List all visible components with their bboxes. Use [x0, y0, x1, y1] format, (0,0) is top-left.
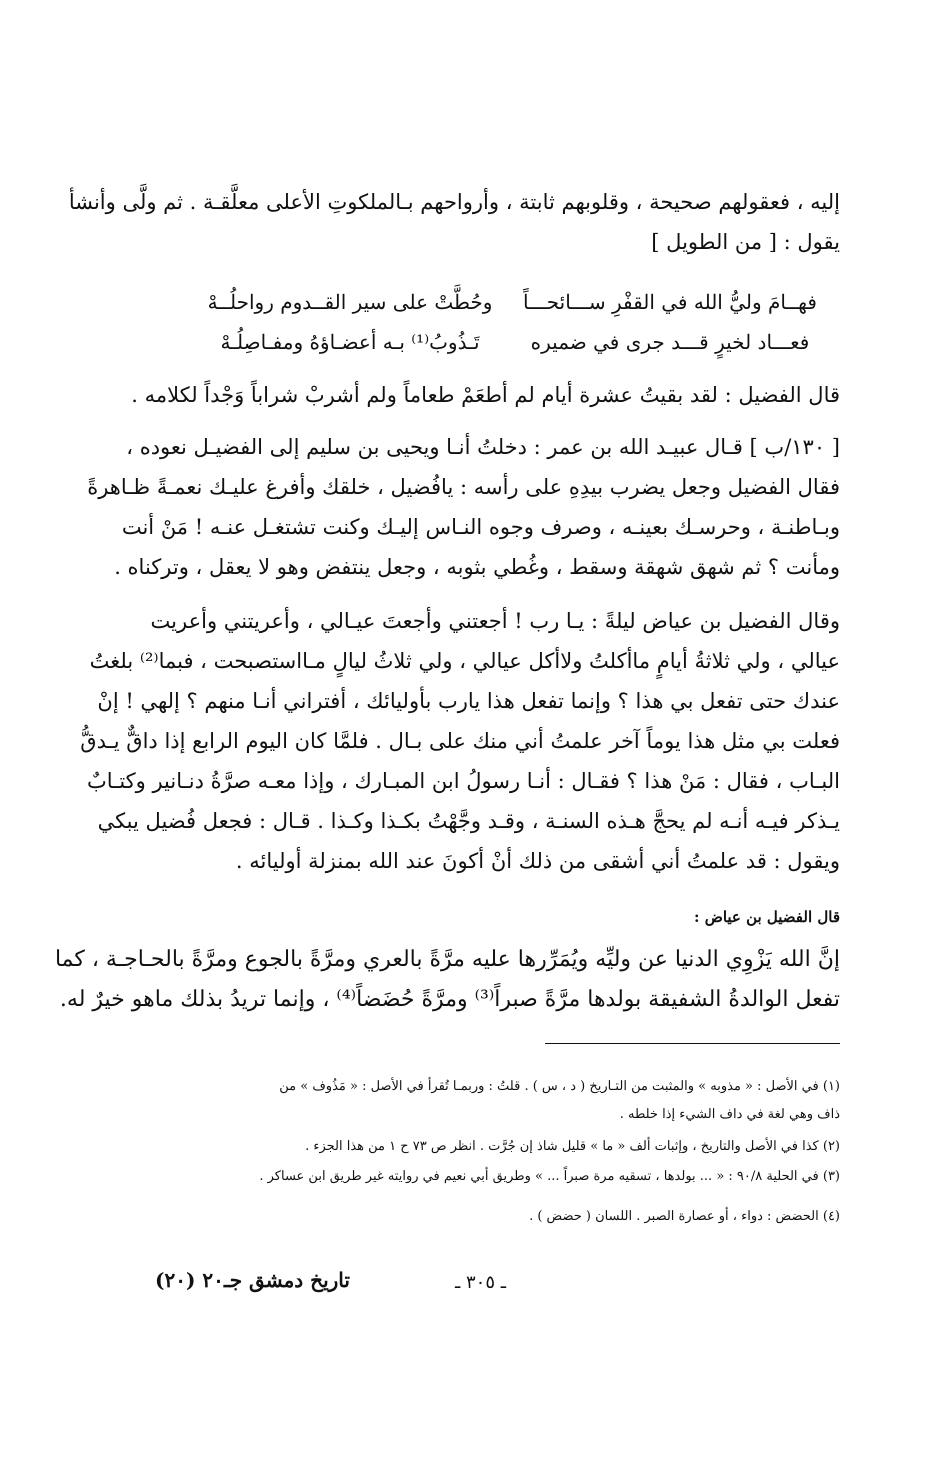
- poem-hemistich-second: وحُطَّتْ على سير القــدوم رواحلُــهْ: [207, 290, 493, 314]
- text-line: وقال الفضيل بن عياض ليلةً : يـا رب ! أجعتني وأجعتَ عيـالي ، وأعريتني وأعريت: [150, 609, 840, 633]
- paragraph-fudayl-quote: [131, 375, 840, 415]
- footnote-4: (٤) الحضض : دواء ، أو عصارة الصبر . اللسان ( حضض ) .: [529, 1209, 840, 1224]
- text-line: إنَّ الله يَزْوِي الدنيا عن وليِّه ويُمَرِّرها عليه مرَّةً بالعري ومرَّةً بالجوع ومرَّةً بالحـاجـة ، كما: [54, 947, 840, 972]
- text-line: قال الفضيل : لقد بقيتُ عشرة أيام لم أطعَمْ طعاماً ولم أشربْ شراباً وَجْداً لكلامه .: [131, 383, 840, 407]
- footnote-2: (٢) كذا في الأصل والتاريخ ، وإثبات ألف « ما » قليل شاذ إن جُرَّت . انظر ص ٧٣ ح ١ من هذا الجزء .: [305, 1139, 840, 1154]
- text-line: [ ١٣٠/ب ] قـال عبيـد الله بن عمر : دخلتُ أنـا ويحيى بن سليم إلى الفضيـل نعوده ،: [126, 435, 840, 459]
- page-number: ـ ٣٠٥ ـ: [455, 1272, 507, 1293]
- running-footer-title: تاريخ دمشق جـ٢٠ (٢٠): [155, 1268, 350, 1292]
- paragraph-intro: [68, 182, 840, 262]
- text-line: وبـاطنـة ، وحرسـك بعينـه ، وصرف وجوه النـاس إليـك وكنت تشتغـل عنـه ! مَنْ أنت: [121, 515, 840, 539]
- text-line: فعلت بي مثل هذا يوماً آخر علمتُ أني منك على بـال . فلمَّا كان اليوم الرابع إذا داقٌّ يـدقُّ: [80, 729, 840, 753]
- footnote-1-continued: ذاف وهي لغة في داف الشيء إذا خلطه .: [619, 1107, 840, 1122]
- text-line: البـاب ، فقال : مَنْ هذا ؟ فقـال : أنـا رسولُ ابن المبـارك ، وإذا معـه صرَّةُ دنـانير وكتـابٌ: [87, 769, 840, 793]
- footnote-divider: [545, 1043, 840, 1044]
- text-line: عيالي ، ولي ثلاثةُ أيامٍ ماأكلتُ ولاأكل عيالي ، ولي ثلاثُ ليالٍ مـااستصبحت ، فبما⁽²⁾ بلغتُ: [89, 649, 840, 673]
- footnote-3: (٣) في الحلية ٩٠/٨ : « ... بولدها ، تسقيه مرة صبراً ... » وطريق أبي نعيم في روايته غير طريق ابن عساكر .: [259, 1169, 840, 1184]
- text-line: فقال الفضيل وجعل يضرب بيدِهِ على رأسه : يافُضيل ، خلقك وأفرغ عليـك نعمـةً ظـاهرةً: [87, 475, 840, 499]
- poem-verse-1: [200, 282, 820, 322]
- text-line: ومأنت ؟ ثم شهق شهقة وسقط ، وغُطي بثوبه ، وجعل ينتفض وهو لا يعقل ، وتركناه .: [114, 555, 840, 579]
- paragraph-quote-large: [54, 940, 840, 1020]
- section-heading: قال الفضيل بن عياض :: [693, 908, 840, 926]
- text-line: إليه ، فعقولهم صحيحة ، وقلوبهم ثابتة ، وأرواحهم بـالملكوتِ الأعلى معلَّقـة . ثم ولَّى وأنشأ: [68, 190, 840, 214]
- paragraph-ubaydallah: [87, 427, 840, 587]
- text-line: يـذكر فيـه أنـه لم يحجَّ هـذه السنـة ، وقـد وجَّهْتُ بكـذا وكـذا . قـال : فجعل فُضيل يبكي: [97, 809, 840, 833]
- text-line: عندك حتى تفعل بي هذا ؟ وإنما تفعل هذا يارب بأوليائك ، أفتراني أنـا منهم ؟ إلهي ! إنْ: [97, 689, 840, 713]
- poem-hemistich-second: تَـذُوبُ⁽¹⁾ بـه أعضـاؤهُ ومفـاصِلُـهْ: [220, 330, 480, 354]
- poem-verse-2: [200, 322, 820, 362]
- footnote-1: (١) في الأصل : « مذوبه » والمثبت من التـاريخ ( د ، س ) . قلتُ : وربمـا تُقرأ في الأصل : « مَذُوف » من: [279, 1079, 840, 1094]
- text-line: تفعل الوالدةُ الشفيقة بولدها مرَّةً صبراً⁽³⁾ ومرَّةً حُضَضاً⁽⁴⁾ ، وإنما تريدُ بذلك ماهو خيرٌ له.: [59, 987, 840, 1012]
- poem-hemistich-first: فعـــاد لخيرٍ قـــد جرى في ضميره: [530, 330, 810, 354]
- text-line: ويقول : قد علمتُ أني أشقى من ذلك أنْ أكونَ عند الله بمنزلة أوليائه .: [235, 849, 840, 873]
- text-line: يقول : [ من الطويل ]: [651, 230, 840, 254]
- paragraph-fudayl-night: [80, 601, 840, 881]
- poem-hemistich-first: فهــامَ وليُّ الله في القفْرِ ســـائحـــاً: [523, 290, 817, 314]
